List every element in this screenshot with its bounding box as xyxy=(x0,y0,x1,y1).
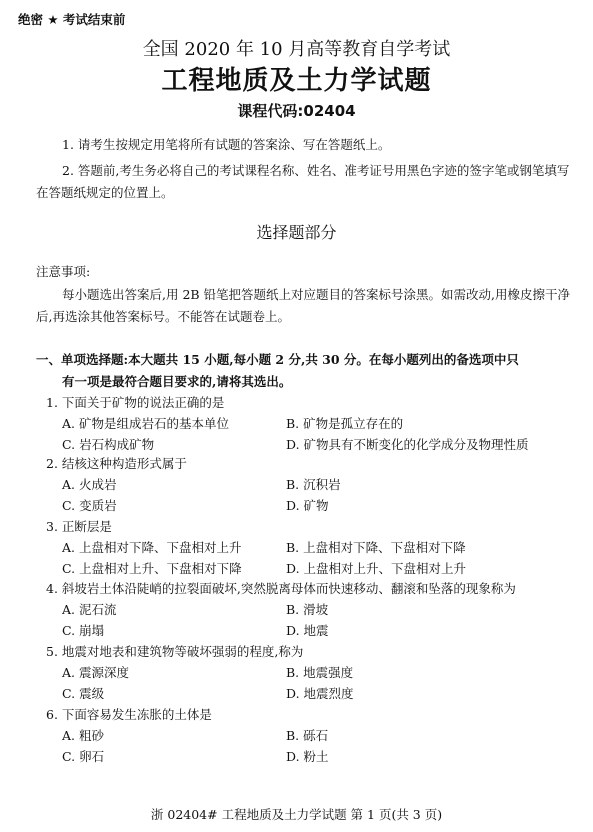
question-option: C. 上盘相对上升、下盘相对下降 xyxy=(62,561,242,576)
course-code: 课程代码:02404 xyxy=(237,102,356,120)
question-option: A. 震源深度 xyxy=(62,665,129,680)
instruction-1: 1. 请考生按规定用笔将所有试题的答案涂、写在答题纸上。 xyxy=(62,137,391,152)
notice-title: 注意事项: xyxy=(36,264,91,279)
question-stem: 3. 正断层是 xyxy=(46,519,112,534)
question-option: A. 粗砂 xyxy=(62,728,104,743)
question-option: A. 上盘相对下降、下盘相对上升 xyxy=(62,540,242,555)
question-option: C. 岩石构成矿物 xyxy=(62,437,155,452)
question-option: D. 矿物具有不断变化的化学成分及物理性质 xyxy=(286,437,529,452)
question-stem: 1. 下面关于矿物的说法正确的是 xyxy=(46,395,225,410)
question-option: A. 泥石流 xyxy=(62,602,117,617)
question-option: C. 卵石 xyxy=(62,749,105,764)
question-option: B. 地震强度 xyxy=(286,665,354,680)
question-option: D. 上盘相对上升、下盘相对上升 xyxy=(286,561,467,576)
question-option: D. 矿物 xyxy=(286,498,329,513)
part-heading-cont: 有一项是最符合题目要求的,请将其选出。 xyxy=(62,374,292,389)
question-option: D. 粉土 xyxy=(286,749,329,764)
question-option: A. 矿物是组成岩石的基本单位 xyxy=(62,416,229,431)
notice-text: 每小题选出答案后,用 2B 铅笔把答题纸上对应题目的答案标号涂黑。如需改动,用橡皮擦干净后,再选涂其他答案标号。不能答在试题卷上。 xyxy=(36,287,571,324)
question-option: B. 上盘相对下降、下盘相对下降 xyxy=(286,540,466,555)
question-option: A. 火成岩 xyxy=(62,477,117,492)
subject-title: 工程地质及土力学试题 xyxy=(161,66,432,96)
exam-title: 全国 2020 年 10 月高等教育自学考试 xyxy=(142,39,451,60)
page-footer: 浙 02404# 工程地质及土力学试题 第 1 页(共 3 页) xyxy=(150,807,443,822)
question-option: B. 砾石 xyxy=(286,728,329,743)
question-stem: 5. 地震对地表和建筑物等破坏强弱的程度,称为 xyxy=(46,644,304,659)
question-option: B. 沉积岩 xyxy=(286,477,341,492)
question-stem: 2. 结核这种构造形式属于 xyxy=(46,456,187,471)
question-option: D. 地震 xyxy=(286,623,329,638)
question-option: B. 矿物是孤立存在的 xyxy=(286,416,404,431)
question-option: B. 滑坡 xyxy=(286,602,329,617)
question-stem: 6. 下面容易发生冻胀的土体是 xyxy=(46,707,212,722)
question-option: D. 地震烈度 xyxy=(286,686,354,701)
question-option: C. 崩塌 xyxy=(62,623,105,638)
question-stem: 4. 斜坡岩土体沿陡峭的拉裂面破坏,突然脱离母体而快速移动、翻滚和坠落的现象称为 xyxy=(46,581,516,596)
instruction-2: 2. 答题前,考生务必将自己的考试课程名称、姓名、准考证号用黑色字迹的签字笔或钢笔填写在答题纸规定的位置上。 xyxy=(36,163,570,200)
section-title: 选择题部分 xyxy=(256,223,337,242)
question-option: C. 震级 xyxy=(62,686,105,701)
question-option: C. 变质岩 xyxy=(62,498,117,513)
part-heading: 一、单项选择题:本大题共 15 小题,每小题 2 分,共 30 分。在每小题列出的备选项中只 xyxy=(36,352,519,367)
confidential-label: 绝密 ★ 考试结束前 xyxy=(18,12,126,27)
